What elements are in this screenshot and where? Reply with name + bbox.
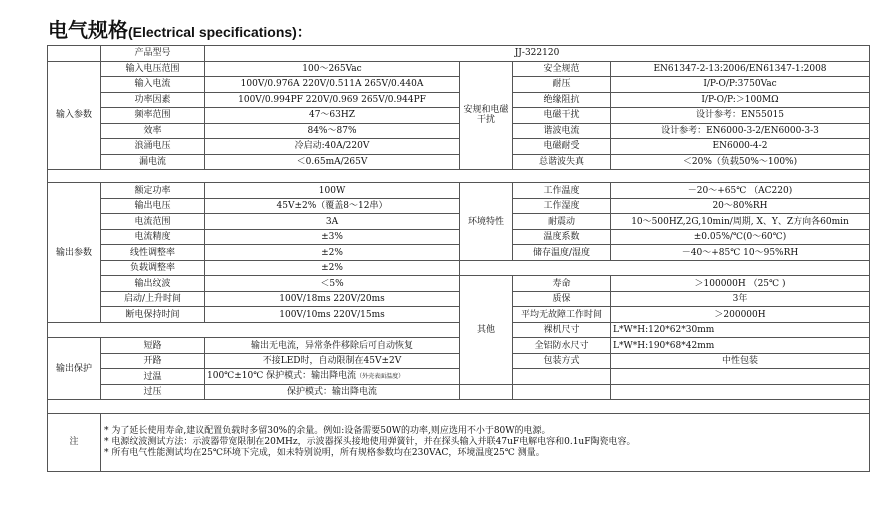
spec-key: 频率范围 (101, 108, 205, 124)
group-safety: 安规和电磁干扰 (460, 61, 513, 170)
spec-key: 漏电流 (101, 154, 205, 170)
group-other: 其他 (460, 276, 513, 385)
table-row (48, 369, 870, 385)
spec-value: 100W (205, 183, 460, 199)
spec-key: 谐波电流 (513, 123, 611, 139)
spec-key: 包装方式 (513, 353, 611, 369)
spec-value: 设计参考：EN55015 (611, 108, 870, 124)
spacer-row (48, 170, 870, 183)
spec-key: 储存温度/湿度 (513, 245, 611, 261)
spec-value: －20～+65℃ （AC220) (611, 183, 870, 199)
spec-value: 中性包装 (611, 353, 870, 369)
spec-value: ＞200000H (611, 307, 870, 323)
spec-key: 全铝防水尺寸 (513, 338, 611, 354)
group-protection: 输出保护 (48, 338, 101, 400)
spec-key: 断电保持时间 (101, 307, 205, 323)
spec-key: 过温 (101, 369, 205, 385)
spec-value: 84%～87% (205, 123, 460, 139)
spec-value: ＞100000H （25℃ ) (611, 276, 870, 292)
spec-value: 100V/0.976A 220V/0.511A 265V/0.440A (205, 77, 460, 93)
spec-key: 输入电流 (101, 77, 205, 93)
spec-key: 工作温度 (513, 183, 611, 199)
spec-value: I/P-O/P:3750Vac (611, 77, 870, 93)
table-row (48, 384, 870, 400)
group-input: 输入参数 (48, 61, 101, 170)
spec-value: ＜0.65mA/265V (205, 154, 460, 170)
spec-key: 电磁干扰 (513, 108, 611, 124)
table-row (48, 61, 870, 77)
spec-value: 10～500HZ,2G,10min/周期, X、Y、Z方向各60min (611, 214, 870, 230)
spec-value: EN61347-2-13:2006/EN61347-1:2008 (611, 61, 870, 77)
spec-value: L*W*H:190*68*42mm (611, 338, 870, 354)
spec-key: 效率 (101, 123, 205, 139)
spec-key: 安全规范 (513, 61, 611, 77)
spec-key: 电流范围 (101, 214, 205, 230)
spec-key: 工作湿度 (513, 198, 611, 214)
spec-key: 电流精度 (101, 229, 205, 245)
spec-value: －40～+85℃ 10～95%RH (611, 245, 870, 261)
spec-value: 45V±2%（覆盖8～12串） (205, 198, 460, 214)
spec-key: 输出电压 (101, 198, 205, 214)
spec-value: 设计参考：EN6000-3-2/EN6000-3-3 (611, 123, 870, 139)
spec-value: 3年 (611, 291, 870, 307)
spec-value: 47～63HZ (205, 108, 460, 124)
notes-body (101, 413, 870, 471)
spec-key: 输出纹波 (101, 276, 205, 292)
note-line: * 为了延长使用寿命,建议配置负载时多留30%的余量。例如:设备需要50W的功率,则应选用不小于80W的电源。 (104, 425, 551, 436)
spec-value: 冷启动:40A/220V (205, 139, 460, 155)
spec-key: 耐压 (513, 77, 611, 93)
table-row (48, 291, 870, 307)
table-row (48, 353, 870, 369)
table-row (48, 46, 870, 62)
table-row (48, 214, 870, 230)
title-en: (Electrical specifications)： (128, 24, 311, 40)
spec-value: L*W*H:120*62*30mm (611, 322, 870, 338)
spec-value: 3A (205, 214, 460, 230)
spec-key: 额定功率 (101, 183, 205, 199)
spec-key: 温度系数 (513, 229, 611, 245)
title-zh: 电气规格 (48, 18, 128, 42)
spec-value: 100V/18ms 220V/20ms (205, 291, 460, 307)
overtemp-value: 100℃±10℃ 保护模式：输出降电流 (207, 371, 357, 382)
spec-key: 电磁耐受 (513, 139, 611, 155)
spec-key: 浪涌电压 (101, 139, 205, 155)
spec-value: 100V/0.994PF 220V/0.969 265V/0.944PF (205, 92, 460, 108)
spec-value: I/P-O/P:＞100MΩ (611, 92, 870, 108)
table-row (48, 276, 870, 292)
table-row (48, 245, 870, 261)
spacer-row (48, 400, 870, 413)
table-row (48, 77, 870, 93)
spec-key: 寿命 (513, 276, 611, 292)
spec-value: ±2% (205, 245, 460, 261)
overtemp-note: （外壳表面温度） (356, 373, 405, 381)
spec-key: 绝缘阻抗 (513, 92, 611, 108)
table-row (48, 307, 870, 323)
table-row (48, 229, 870, 245)
table-row (48, 139, 870, 155)
spec-value: ±0.05%/℃(0～60℃) (611, 229, 870, 245)
group-environment: 环境特性 (460, 183, 513, 261)
spec-value: 不接LED时，自动限制在45V±2V (205, 353, 460, 369)
spec-key: 启动/上升时间 (101, 291, 205, 307)
spec-table (47, 45, 870, 472)
spec-key: 总谐波失真 (513, 154, 611, 170)
notes-label: 注 (48, 413, 101, 471)
table-row (48, 92, 870, 108)
spec-value: 输出无电流，异常条件移除后可自动恢复 (205, 338, 460, 354)
group-output: 输出参数 (48, 183, 101, 323)
notes-row (48, 413, 870, 471)
spec-value: 100V/10ms 220V/15ms (205, 307, 460, 323)
table-row (48, 338, 870, 354)
note-line: * 电源纹波测试方法：示波器带宽限制在20MHz，示波器探头接地使用弹簧针，并在探头输入并联47uF电解电容和0.1uF陶瓷电容。 (104, 436, 636, 447)
spec-key: 线性调整率 (101, 245, 205, 261)
spec-value: ＜20%（负载50%～100%) (611, 154, 870, 170)
table-row (48, 183, 870, 199)
table-row (48, 260, 870, 276)
spec-value: 20～80%RH (611, 198, 870, 214)
model-value: JJ-322120 (205, 46, 870, 62)
spec-key: 开路 (101, 353, 205, 369)
spec-value: ±3% (205, 229, 460, 245)
spec-value: ＜5% (205, 276, 460, 292)
spec-key: 短路 (101, 338, 205, 354)
spec-key: 质保 (513, 291, 611, 307)
spec-key: 负载调整率 (101, 260, 205, 276)
spec-key: 过压 (101, 384, 205, 400)
spec-value: EN6000-4-2 (611, 139, 870, 155)
note-line: * 所有电气性能测试均在25℃环境下完成，如未特别说明，所有规格参数均在230VAC，环境温度25℃ 测量。 (104, 447, 545, 458)
table-row (48, 322, 870, 338)
spec-value: 保护模式：输出降电流 (205, 384, 460, 400)
table-row (48, 108, 870, 124)
spec-key: 裸机尺寸 (513, 322, 611, 338)
spec-value: 100～265Vac (205, 61, 460, 77)
table-row (48, 154, 870, 170)
page-title (48, 14, 311, 40)
spec-value (205, 369, 460, 385)
spec-key: 功率因素 (101, 92, 205, 108)
table-row (48, 198, 870, 214)
spec-key: 耐震动 (513, 214, 611, 230)
spec-key: 输入电压范围 (101, 61, 205, 77)
spec-value: ±2% (205, 260, 460, 276)
spec-key: 平均无故障工作时间 (513, 307, 611, 323)
model-label: 产品型号 (101, 46, 205, 62)
table-row (48, 123, 870, 139)
